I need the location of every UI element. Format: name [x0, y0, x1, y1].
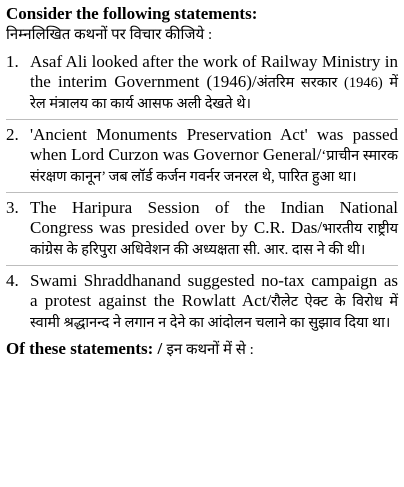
- statement-item-3: [6, 198, 398, 260]
- statement-english: 'Ancient Monuments Preservation Act' was passed when Lord Curzon was Governor General/: [30, 125, 398, 164]
- statement-english: The Haripura Session of the Indian National Congress was presided over by C.R. Das/: [30, 198, 398, 237]
- statement-text: [30, 198, 398, 260]
- statement-number: 1.: [6, 52, 19, 71]
- divider: [6, 265, 398, 266]
- divider: [6, 192, 398, 193]
- statement-number: 3.: [6, 198, 19, 217]
- statement-item-1: [6, 52, 398, 114]
- statement-item-4: [6, 271, 398, 333]
- heading-english: Consider the following statements:: [6, 4, 258, 23]
- statement-english: Asaf Ali looked after the work of Railway Ministry in the interim Government (1946)/: [30, 52, 398, 91]
- statement-english: Swami Shraddhanand suggested no-tax campaign as a protest against the Rowlatt Act/: [30, 271, 398, 310]
- footer: [6, 338, 398, 361]
- statement-text: [30, 125, 398, 187]
- footer-english: Of these statements: /: [6, 339, 167, 358]
- statement-text: [30, 271, 398, 333]
- statement-list: [6, 52, 398, 333]
- statement-item-2: [6, 125, 398, 187]
- footer-hindi: इन कथनों में से :: [166, 342, 254, 358]
- statement-text: [30, 52, 398, 114]
- heading-hindi: निम्नलिखित कथनों पर विचार कीजिये :: [6, 27, 213, 43]
- divider: [6, 119, 398, 120]
- statement-hindi: ‘प्राचीन स्मारक संरक्षण कानून’ जब लॉर्ड कर्जन गवर्नर जनरल थे, पारित हुआ था।: [30, 148, 398, 185]
- statement-hindi: रौलेट ऐक्ट के विरोध में स्वामी श्रद्धानन्द ने लगान न देने का आंदोलन चलाने का सुझाव दिया था।: [30, 294, 398, 331]
- statement-number: 2.: [6, 125, 19, 144]
- statement-hindi: भारतीय राष्ट्रीय कांग्रेस के हरिपुरा अधिवेशन की अध्यक्षता सी. आर. दास ने की थी।: [30, 221, 398, 258]
- statement-number: 4.: [6, 271, 19, 290]
- statement-hindi: अंतरिम सरकार (1946) में रेल मंत्रालय का कार्य आसफ अली देखते थे।: [30, 75, 398, 112]
